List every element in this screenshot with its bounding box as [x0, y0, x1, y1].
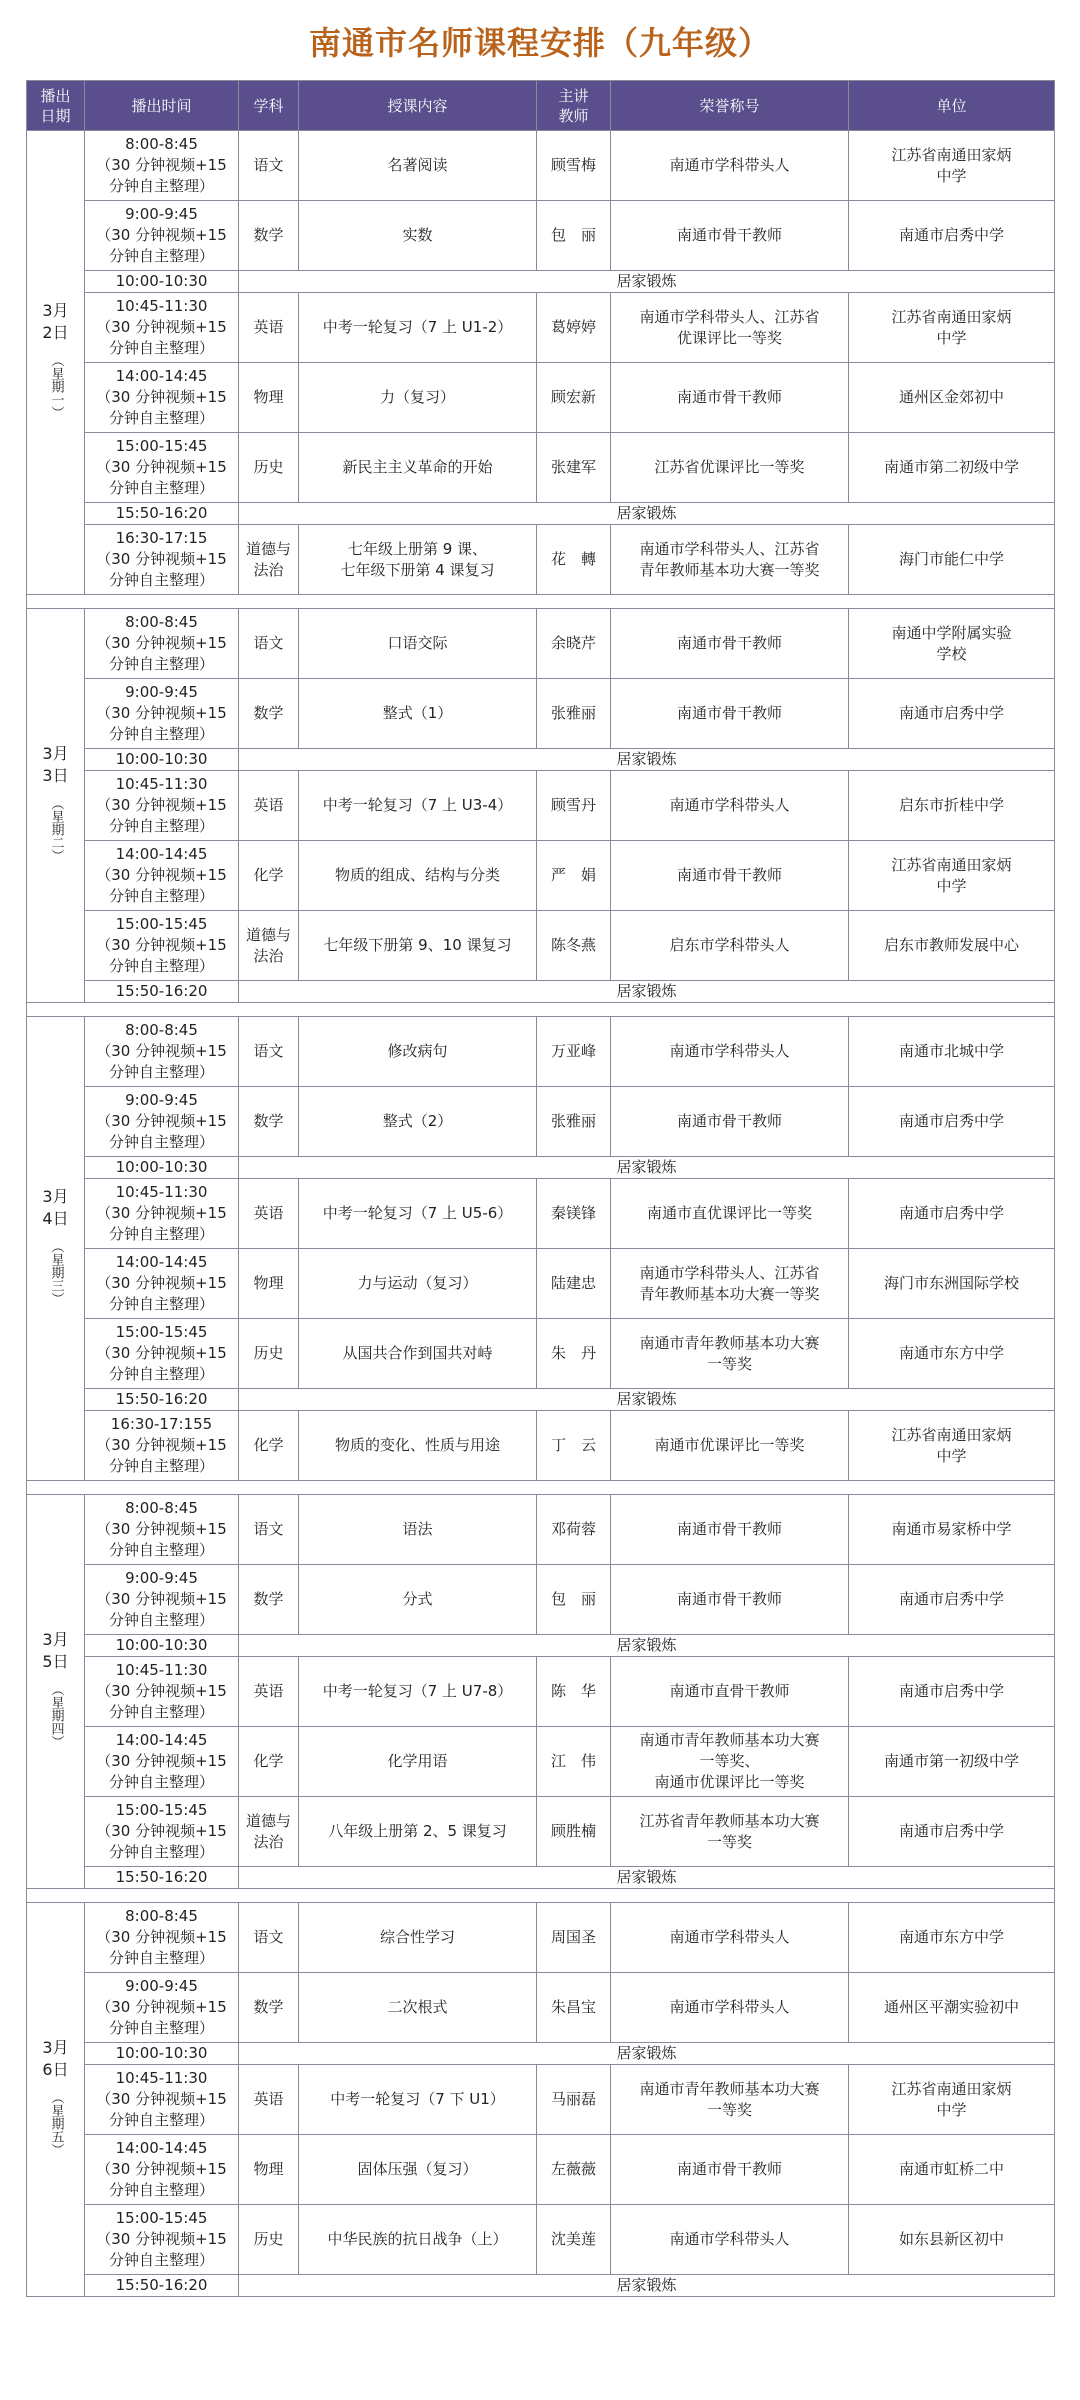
cell-time: 9:00-9:45 （30 分钟视频+15 分钟自主整理）: [85, 1565, 239, 1635]
cell-unit: 南通市启秀中学: [849, 1087, 1055, 1157]
cell-time: 8:00-8:45 （30 分钟视频+15 分钟自主整理）: [85, 609, 239, 679]
cell-time: 15:00-15:45 （30 分钟视频+15 分钟自主整理）: [85, 2205, 239, 2275]
rest-row: [27, 2275, 1055, 2297]
cell-unit: 如东县新区初中: [849, 2205, 1055, 2275]
cell-time: 10:45-11:30 （30 分钟视频+15 分钟自主整理）: [85, 771, 239, 841]
cell-teacher: 陈冬燕: [537, 911, 611, 981]
cell-honor: 启东市学科带头人: [611, 911, 849, 981]
rest-row: [27, 981, 1055, 1003]
cell-content: 八年级上册第 2、5 课复习: [299, 1797, 537, 1867]
header-unit: 单位: [849, 81, 1055, 131]
rest-time: 15:50-16:20: [85, 503, 239, 525]
schedule-row: [27, 1727, 1055, 1797]
cell-teacher: 邓荷蓉: [537, 1495, 611, 1565]
cell-subject: 历史: [239, 2205, 299, 2275]
cell-teacher: 张雅丽: [537, 679, 611, 749]
day-weekday: （星期五）: [48, 2091, 64, 2156]
cell-honor: 南通市优课评比一等奖: [611, 1411, 849, 1481]
cell-honor: 南通市学科带头人、江苏省 优课评比一等奖: [611, 293, 849, 363]
cell-subject: 语文: [239, 131, 299, 201]
cell-teacher: 秦镁锋: [537, 1179, 611, 1249]
rest-label: 居家锻炼: [239, 1157, 1055, 1179]
cell-honor: 南通市学科带头人: [611, 771, 849, 841]
day-weekday: （星期一）: [48, 354, 64, 419]
cell-honor: 南通市青年教师基本功大赛 一等奖: [611, 2065, 849, 2135]
cell-unit: 江苏省南通田家炳 中学: [849, 841, 1055, 911]
cell-time: 8:00-8:45 （30 分钟视频+15 分钟自主整理）: [85, 1017, 239, 1087]
schedule-row: [27, 2135, 1055, 2205]
cell-subject: 语文: [239, 1903, 299, 1973]
cell-unit: 江苏省南通田家炳 中学: [849, 131, 1055, 201]
cell-content: 中考一轮复习（7 上 U7-8）: [299, 1657, 537, 1727]
header-honor: 荣誉称号: [611, 81, 849, 131]
cell-time: 8:00-8:45 （30 分钟视频+15 分钟自主整理）: [85, 131, 239, 201]
schedule-row: [27, 1319, 1055, 1389]
cell-honor: 南通市学科带头人: [611, 131, 849, 201]
cell-honor: 南通市骨干教师: [611, 841, 849, 911]
day-separator-cell: [27, 1889, 1055, 1903]
cell-honor: 江苏省优课评比一等奖: [611, 433, 849, 503]
schedule-row: [27, 911, 1055, 981]
cell-teacher: 葛婷婷: [537, 293, 611, 363]
rest-row: [27, 503, 1055, 525]
cell-content: 中考一轮复习（7 上 U3-4）: [299, 771, 537, 841]
header-content: 授课内容: [299, 81, 537, 131]
schedule-body: [27, 131, 1055, 2297]
cell-unit: 南通市启秀中学: [849, 1797, 1055, 1867]
schedule-row: [27, 2065, 1055, 2135]
schedule-row: [27, 131, 1055, 201]
day-separator-cell: [27, 595, 1055, 609]
cell-content: 七年级下册第 9、10 课复习: [299, 911, 537, 981]
cell-unit: 南通市东方中学: [849, 1903, 1055, 1973]
cell-unit: 启东市折桂中学: [849, 771, 1055, 841]
cell-honor: 南通市骨干教师: [611, 609, 849, 679]
day-separator: [27, 1481, 1055, 1495]
cell-subject: 化学: [239, 1411, 299, 1481]
schedule-row: [27, 1249, 1055, 1319]
rest-label: 居家锻炼: [239, 1867, 1055, 1889]
schedule-row: [27, 363, 1055, 433]
rest-time: 15:50-16:20: [85, 1867, 239, 1889]
cell-unit: 通州区金郊初中: [849, 363, 1055, 433]
cell-unit: 南通市东方中学: [849, 1319, 1055, 1389]
day-weekday: （星期三）: [48, 1240, 64, 1305]
cell-subject: 英语: [239, 1179, 299, 1249]
rest-row: [27, 749, 1055, 771]
cell-honor: 南通市骨干教师: [611, 363, 849, 433]
cell-unit: 海门市能仁中学: [849, 525, 1055, 595]
day-weekday: （星期二）: [48, 797, 64, 862]
cell-teacher: 花 轉: [537, 525, 611, 595]
rest-label: 居家锻炼: [239, 271, 1055, 293]
cell-subject: 英语: [239, 1657, 299, 1727]
cell-time: 15:00-15:45 （30 分钟视频+15 分钟自主整理）: [85, 433, 239, 503]
cell-unit: 启东市教师发展中心: [849, 911, 1055, 981]
cell-teacher: 江 伟: [537, 1727, 611, 1797]
schedule-row: [27, 609, 1055, 679]
cell-subject: 语文: [239, 1017, 299, 1087]
cell-honor: 南通市学科带头人、江苏省 青年教师基本功大赛一等奖: [611, 525, 849, 595]
cell-teacher: 顾宏新: [537, 363, 611, 433]
day-separator: [27, 1003, 1055, 1017]
cell-content: 中华民族的抗日战争（上）: [299, 2205, 537, 2275]
cell-subject: 道德与 法治: [239, 525, 299, 595]
cell-teacher: 陈 华: [537, 1657, 611, 1727]
cell-teacher: 包 丽: [537, 1565, 611, 1635]
cell-unit: 江苏省南通田家炳 中学: [849, 2065, 1055, 2135]
cell-time: 14:00-14:45 （30 分钟视频+15 分钟自主整理）: [85, 363, 239, 433]
cell-content: 二次根式: [299, 1973, 537, 2043]
schedule-row: [27, 1973, 1055, 2043]
cell-unit: 南通中学附属实验 学校: [849, 609, 1055, 679]
cell-teacher: 顾雪梅: [537, 131, 611, 201]
day-date: 3月 2日: [42, 301, 69, 342]
cell-content: 实数: [299, 201, 537, 271]
day-separator-cell: [27, 1481, 1055, 1495]
day-date-cell: [27, 1903, 85, 2297]
cell-content: 力与运动（复习）: [299, 1249, 537, 1319]
cell-time: 15:00-15:45 （30 分钟视频+15 分钟自主整理）: [85, 1319, 239, 1389]
cell-content: 物质的变化、性质与用途: [299, 1411, 537, 1481]
rest-time: 10:00-10:30: [85, 1157, 239, 1179]
cell-time: 16:30-17:155 （30 分钟视频+15 分钟自主整理）: [85, 1411, 239, 1481]
cell-time: 10:45-11:30 （30 分钟视频+15 分钟自主整理）: [85, 293, 239, 363]
day-date: 3月 4日: [42, 1187, 69, 1228]
cell-time: 14:00-14:45 （30 分钟视频+15 分钟自主整理）: [85, 1249, 239, 1319]
cell-content: 整式（2）: [299, 1087, 537, 1157]
cell-time: 15:00-15:45 （30 分钟视频+15 分钟自主整理）: [85, 911, 239, 981]
cell-content: 化学用语: [299, 1727, 537, 1797]
cell-time: 9:00-9:45 （30 分钟视频+15 分钟自主整理）: [85, 1087, 239, 1157]
cell-subject: 化学: [239, 1727, 299, 1797]
cell-honor: 南通市学科带头人: [611, 2205, 849, 2275]
cell-content: 力（复习）: [299, 363, 537, 433]
cell-content: 中考一轮复习（7 上 U1-2）: [299, 293, 537, 363]
page-title: 南通市名师课程安排（九年级）: [308, 24, 771, 62]
schedule-row: [27, 841, 1055, 911]
day-date: 3月 5日: [42, 1630, 69, 1671]
schedule-row: [27, 1565, 1055, 1635]
rest-time: 15:50-16:20: [85, 2275, 239, 2297]
cell-teacher: 左薇薇: [537, 2135, 611, 2205]
header-teacher: 主讲 教师: [537, 81, 611, 131]
cell-honor: 南通市学科带头人: [611, 1017, 849, 1087]
cell-honor: 南通市骨干教师: [611, 1087, 849, 1157]
cell-time: 8:00-8:45 （30 分钟视频+15 分钟自主整理）: [85, 1495, 239, 1565]
cell-teacher: 严 娟: [537, 841, 611, 911]
cell-content: 中考一轮复习（7 下 U1）: [299, 2065, 537, 2135]
cell-teacher: 包 丽: [537, 201, 611, 271]
header-row: [27, 81, 1055, 131]
cell-subject: 物理: [239, 363, 299, 433]
cell-unit: 南通市启秀中学: [849, 1657, 1055, 1727]
rest-time: 10:00-10:30: [85, 2043, 239, 2065]
cell-teacher: 余晓芹: [537, 609, 611, 679]
day-date: 3月 3日: [42, 744, 69, 785]
cell-time: 10:45-11:30 （30 分钟视频+15 分钟自主整理）: [85, 2065, 239, 2135]
cell-subject: 化学: [239, 841, 299, 911]
schedule-row: [27, 1179, 1055, 1249]
schedule-row: [27, 679, 1055, 749]
cell-teacher: 陆建忠: [537, 1249, 611, 1319]
cell-time: 14:00-14:45 （30 分钟视频+15 分钟自主整理）: [85, 841, 239, 911]
rest-label: 居家锻炼: [239, 1389, 1055, 1411]
cell-subject: 英语: [239, 2065, 299, 2135]
cell-subject: 物理: [239, 2135, 299, 2205]
cell-time: 14:00-14:45 （30 分钟视频+15 分钟自主整理）: [85, 2135, 239, 2205]
cell-content: 从国共合作到国共对峙: [299, 1319, 537, 1389]
cell-time: 16:30-17:15 （30 分钟视频+15 分钟自主整理）: [85, 525, 239, 595]
day-separator-cell: [27, 1003, 1055, 1017]
schedule-row: [27, 1797, 1055, 1867]
cell-content: 语法: [299, 1495, 537, 1565]
cell-teacher: 丁 云: [537, 1411, 611, 1481]
cell-subject: 历史: [239, 1319, 299, 1389]
cell-time: 9:00-9:45 （30 分钟视频+15 分钟自主整理）: [85, 201, 239, 271]
cell-time: 14:00-14:45 （30 分钟视频+15 分钟自主整理）: [85, 1727, 239, 1797]
rest-label: 居家锻炼: [239, 2275, 1055, 2297]
cell-time: 15:00-15:45 （30 分钟视频+15 分钟自主整理）: [85, 1797, 239, 1867]
cell-honor: 南通市骨干教师: [611, 201, 849, 271]
schedule-row: [27, 771, 1055, 841]
cell-honor: 南通市骨干教师: [611, 1495, 849, 1565]
cell-content: 名著阅读: [299, 131, 537, 201]
schedule-row: [27, 201, 1055, 271]
cell-unit: 江苏省南通田家炳 中学: [849, 293, 1055, 363]
cell-teacher: 顾胜楠: [537, 1797, 611, 1867]
cell-content: 综合性学习: [299, 1903, 537, 1973]
cell-teacher: 顾雪丹: [537, 771, 611, 841]
cell-teacher: 周国圣: [537, 1903, 611, 1973]
rest-label: 居家锻炼: [239, 981, 1055, 1003]
cell-content: 中考一轮复习（7 上 U5-6）: [299, 1179, 537, 1249]
cell-content: 整式（1）: [299, 679, 537, 749]
cell-teacher: 马丽磊: [537, 2065, 611, 2135]
cell-honor: 南通市骨干教师: [611, 679, 849, 749]
schedule-row: [27, 1017, 1055, 1087]
rest-time: 10:00-10:30: [85, 1635, 239, 1657]
cell-subject: 数学: [239, 1565, 299, 1635]
cell-honor: 南通市青年教师基本功大赛 一等奖: [611, 1319, 849, 1389]
header-time: 播出时间: [85, 81, 239, 131]
header-date: 播出 日期: [27, 81, 85, 131]
cell-subject: 数学: [239, 1973, 299, 2043]
cell-content: 物质的组成、结构与分类: [299, 841, 537, 911]
rest-time: 10:00-10:30: [85, 749, 239, 771]
rest-label: 居家锻炼: [239, 749, 1055, 771]
cell-honor: 南通市直优课评比一等奖: [611, 1179, 849, 1249]
cell-subject: 道德与 法治: [239, 1797, 299, 1867]
cell-subject: 语文: [239, 609, 299, 679]
day-weekday: （星期四）: [48, 1683, 64, 1748]
rest-time: 15:50-16:20: [85, 1389, 239, 1411]
schedule-row: [27, 433, 1055, 503]
rest-time: 10:00-10:30: [85, 271, 239, 293]
cell-content: 口语交际: [299, 609, 537, 679]
schedule-row: [27, 525, 1055, 595]
rest-time: 15:50-16:20: [85, 981, 239, 1003]
day-separator: [27, 1889, 1055, 1903]
cell-time: 10:45-11:30 （30 分钟视频+15 分钟自主整理）: [85, 1657, 239, 1727]
cell-unit: 南通市启秀中学: [849, 679, 1055, 749]
schedule-row: [27, 2205, 1055, 2275]
schedule-row: [27, 293, 1055, 363]
cell-content: 固体压强（复习）: [299, 2135, 537, 2205]
cell-unit: 南通市易家桥中学: [849, 1495, 1055, 1565]
rest-label: 居家锻炼: [239, 503, 1055, 525]
day-date-cell: [27, 1017, 85, 1481]
cell-time: 9:00-9:45 （30 分钟视频+15 分钟自主整理）: [85, 1973, 239, 2043]
rest-row: [27, 271, 1055, 293]
cell-subject: 数学: [239, 201, 299, 271]
cell-honor: 南通市骨干教师: [611, 1565, 849, 1635]
rest-label: 居家锻炼: [239, 2043, 1055, 2065]
cell-unit: 南通市虹桥二中: [849, 2135, 1055, 2205]
cell-time: 9:00-9:45 （30 分钟视频+15 分钟自主整理）: [85, 679, 239, 749]
cell-subject: 道德与 法治: [239, 911, 299, 981]
cell-honor: 江苏省青年教师基本功大赛 一等奖: [611, 1797, 849, 1867]
cell-unit: 南通市启秀中学: [849, 201, 1055, 271]
cell-teacher: 朱 丹: [537, 1319, 611, 1389]
schedule-row: [27, 1411, 1055, 1481]
cell-unit: 江苏省南通田家炳 中学: [849, 1411, 1055, 1481]
cell-unit: 南通市启秀中学: [849, 1565, 1055, 1635]
day-date-cell: [27, 1495, 85, 1889]
cell-unit: 南通市启秀中学: [849, 1179, 1055, 1249]
header-subject: 学科: [239, 81, 299, 131]
schedule-row: [27, 1657, 1055, 1727]
rest-row: [27, 1635, 1055, 1657]
schedule-row: [27, 1087, 1055, 1157]
cell-unit: 海门市东洲国际学校: [849, 1249, 1055, 1319]
day-separator: [27, 595, 1055, 609]
cell-teacher: 朱昌宝: [537, 1973, 611, 2043]
cell-teacher: 张雅丽: [537, 1087, 611, 1157]
cell-subject: 物理: [239, 1249, 299, 1319]
cell-honor: 南通市学科带头人: [611, 1973, 849, 2043]
cell-unit: 南通市第一初级中学: [849, 1727, 1055, 1797]
cell-honor: 南通市学科带头人、江苏省 青年教师基本功大赛一等奖: [611, 1249, 849, 1319]
day-date-cell: [27, 131, 85, 595]
cell-content: 新民主主义革命的开始: [299, 433, 537, 503]
cell-time: 10:45-11:30 （30 分钟视频+15 分钟自主整理）: [85, 1179, 239, 1249]
cell-subject: 历史: [239, 433, 299, 503]
cell-teacher: 万亚峰: [537, 1017, 611, 1087]
cell-unit: 通州区平潮实验初中: [849, 1973, 1055, 2043]
cell-subject: 数学: [239, 679, 299, 749]
cell-unit: 南通市北城中学: [849, 1017, 1055, 1087]
rest-row: [27, 1157, 1055, 1179]
day-date: 3月 6日: [42, 2038, 69, 2079]
cell-subject: 英语: [239, 293, 299, 363]
cell-teacher: 沈美莲: [537, 2205, 611, 2275]
rest-row: [27, 1867, 1055, 1889]
rest-row: [27, 1389, 1055, 1411]
cell-honor: 南通市直骨干教师: [611, 1657, 849, 1727]
rest-label: 居家锻炼: [239, 1635, 1055, 1657]
cell-content: 分式: [299, 1565, 537, 1635]
schedule-row: [27, 1495, 1055, 1565]
cell-unit: 南通市第二初级中学: [849, 433, 1055, 503]
schedule-table: [26, 80, 1055, 2297]
cell-content: 修改病句: [299, 1017, 537, 1087]
cell-time: 8:00-8:45 （30 分钟视频+15 分钟自主整理）: [85, 1903, 239, 1973]
cell-honor: 南通市青年教师基本功大赛 一等奖、 南通市优课评比一等奖: [611, 1727, 849, 1797]
cell-honor: 南通市骨干教师: [611, 2135, 849, 2205]
cell-content: 七年级上册第 9 课、 七年级下册第 4 课复习: [299, 525, 537, 595]
cell-honor: 南通市学科带头人: [611, 1903, 849, 1973]
cell-subject: 英语: [239, 771, 299, 841]
cell-teacher: 张建军: [537, 433, 611, 503]
cell-subject: 语文: [239, 1495, 299, 1565]
schedule-row: [27, 1903, 1055, 1973]
cell-subject: 数学: [239, 1087, 299, 1157]
day-date-cell: [27, 609, 85, 1003]
rest-row: [27, 2043, 1055, 2065]
